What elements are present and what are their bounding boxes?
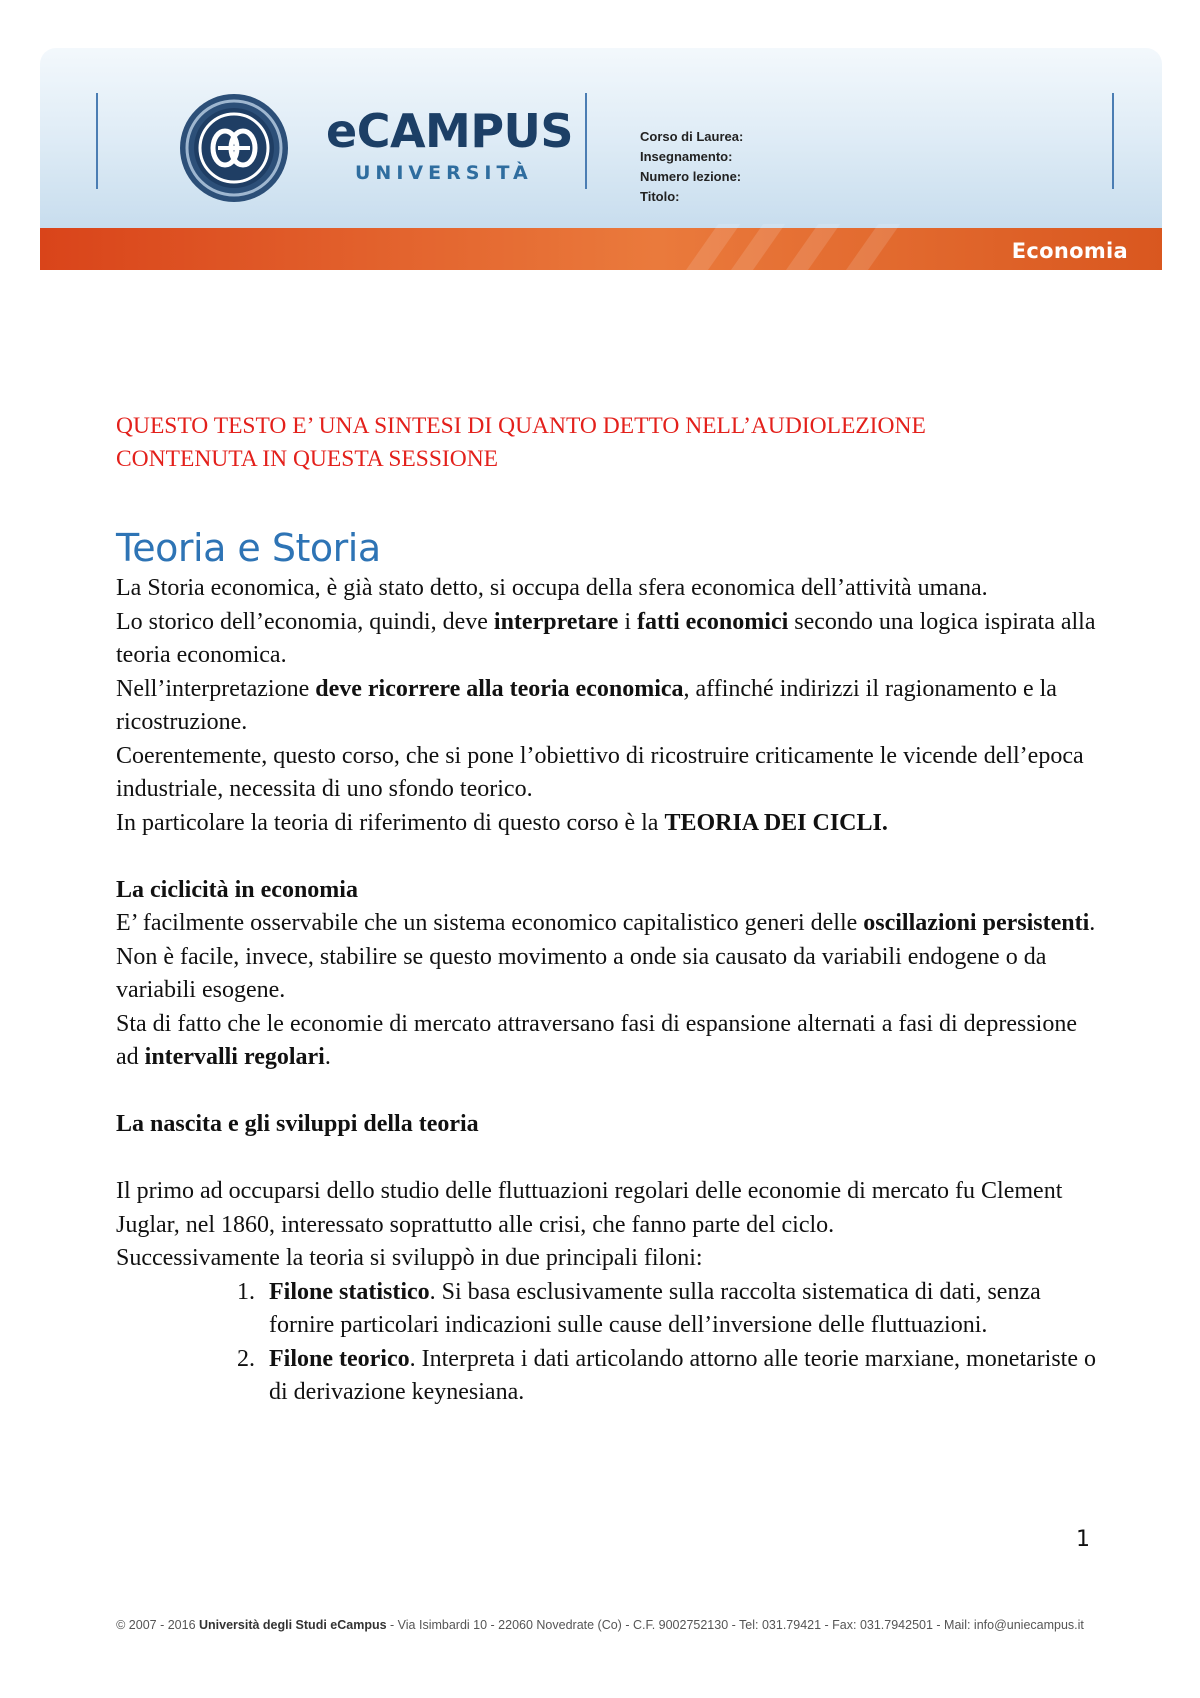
theory-branches-list xyxy=(116,1276,1096,1410)
page-number: 1 xyxy=(1076,1527,1090,1552)
faculty-stripe xyxy=(40,228,1162,270)
list-item: 2. Filone teorico. Interpreta i dati articolando attorno alle teorie marxiane, monetariste o di derivazione keynesiana. xyxy=(261,1343,1096,1410)
brand-name: eCAMPUS xyxy=(326,104,574,158)
cyclicity-paragraph-1: E’ facilmente osservabile che un sistema economico capitalistico generi delle oscillazioni persistenti. Non è facile, invece, stabilire se questo movimento a onde sia causato da variabili endogene o da variabili esogene. xyxy=(116,910,1096,1003)
lesson-meta xyxy=(640,127,743,207)
teaching-label: Insegnamento: xyxy=(640,149,733,164)
section-heading-cyclicity: La ciclicità in economia xyxy=(116,876,358,903)
intro-paragraph-3: Nell’interpretazione deve ricorrere alla teoria economica, affinché indirizzi il ragionamento e la ricostruzione. xyxy=(116,675,1057,735)
section-heading-theory: La nascita e gli sviluppi della teoria xyxy=(116,1111,479,1137)
brand-subtitle: UNIVERSITÀ xyxy=(355,162,533,184)
faculty-label: Economia xyxy=(1011,239,1128,263)
notice-line-1: QUESTO TESTO E’ UNA SINTESI DI QUANTO DETTO NELL’AUDIOLEZIONE xyxy=(116,413,926,439)
cyclicity-paragraph-2: Sta di fatto che le economie di mercato attraversano fasi di espansione alternati a fasi di depressione ad intervalli regolari. xyxy=(116,1010,1077,1070)
course-label: Corso di Laurea: xyxy=(640,129,744,144)
intro-paragraph-1: La Storia economica, è già stato detto, si occupa della sfera economica dell’attività umana. xyxy=(116,575,988,601)
ecampus-logo xyxy=(178,92,574,204)
footer: © 2007 - 2016 Università degli Studi eCampus - Via Isimbardi 10 - 22060 Novedrate (Co) - C.F. 9002752130 - Tel: 031.79421 - Fax: 031.7942501 - Mail: info@uniecampus.it xyxy=(116,1618,1084,1632)
intro-paragraph-2: Lo storico dell’economia, quindi, deve interpretare i fatti economici secondo una logica ispirata alla teoria economica. xyxy=(116,608,1096,668)
page-title: Teoria e Storia xyxy=(116,526,381,570)
divider-left xyxy=(96,93,98,189)
theory-paragraph-1: Il primo ad occuparsi dello studio delle fluttuazioni regolari delle economie di mercato fu Clement Juglar, nel 1860, interessato soprattutto alle crisi, che fanno parte del ciclo. xyxy=(116,1178,1063,1238)
lesson-number-label: Numero lezione: xyxy=(640,169,742,184)
ecampus-seal-icon xyxy=(178,92,290,204)
list-item: 1. Filone statistico. Si basa esclusivamente sulla raccolta sistematica di dati, senza fornire particolari indicazioni sulle cause dell’inversione delle fluttuazioni. xyxy=(261,1276,1096,1343)
intro-paragraph-5: In particolare la teoria di riferimento di questo corso è la TEORIA DEI CICLI. xyxy=(116,809,888,836)
header-banner xyxy=(40,48,1162,270)
divider-right xyxy=(1112,93,1114,189)
title-label: Titolo: xyxy=(640,189,680,204)
notice-line-2: CONTENUTA IN QUESTA SESSIONE xyxy=(116,446,499,472)
notice xyxy=(116,410,1096,476)
intro-paragraph-4: Coerentemente, questo corso, che si pone l’obiettivo di ricostruire criticamente le vicende dell’epoca industriale, necessita di uno sfondo teorico. xyxy=(116,742,1084,802)
divider-middle xyxy=(585,93,587,189)
document-body xyxy=(116,410,1096,1410)
theory-paragraph-2: Successivamente la teoria si sviluppò in due principali filoni: xyxy=(116,1245,703,1271)
